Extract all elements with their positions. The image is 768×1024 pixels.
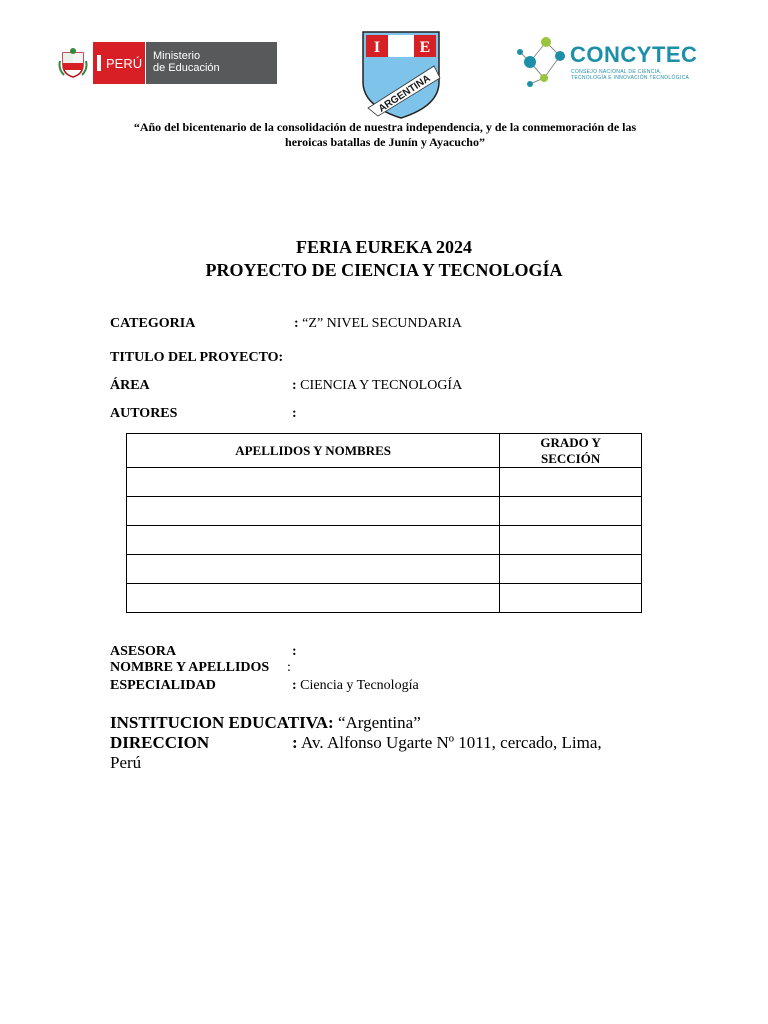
concytec-sub1: CONSEJO NACIONAL DE CIENCIA, <box>571 69 662 75</box>
author-grade-cell[interactable] <box>500 497 642 526</box>
categoria-colon: : <box>294 316 299 331</box>
concytec-subtitle <box>571 69 689 81</box>
area-colon: : <box>292 378 297 393</box>
author-name-cell[interactable] <box>127 555 500 584</box>
table-header-row <box>127 434 642 468</box>
direccion-colon: : <box>292 733 298 752</box>
crest-banner-text: ARGENTINA <box>376 73 433 115</box>
table-row <box>127 584 642 613</box>
school-crest-logo <box>360 30 442 120</box>
autores-colon-wrap <box>292 405 297 423</box>
flag-stripe-icon <box>97 55 101 71</box>
direccion-row <box>110 733 650 753</box>
author-name-cell[interactable] <box>127 468 500 497</box>
especialidad-colon: : <box>292 678 297 693</box>
concytec-logo <box>516 34 716 90</box>
col2-line1: GRADO Y <box>540 434 601 450</box>
especialidad-label: ESPECIALIDAD <box>110 678 216 693</box>
categoria-value-wrap <box>294 315 462 333</box>
asesora-colon: : <box>292 644 297 659</box>
area-label: ÁREA <box>110 378 150 393</box>
especialidad-value-wrap <box>292 677 419 695</box>
table-row <box>127 468 642 497</box>
autores-label: AUTORES <box>110 406 178 421</box>
author-name-cell[interactable] <box>127 526 500 555</box>
area-value-wrap <box>292 377 462 395</box>
author-grade-cell[interactable] <box>500 584 642 613</box>
institucion-label: INSTITUCION EDUCATIVA: <box>110 713 334 732</box>
asesora-label: ASESORA <box>110 644 177 659</box>
concytec-sub2: TECNOLOGÍA E INNOVACIÓN TECNOLÓGICA <box>571 75 690 81</box>
minedu-logo <box>53 42 277 84</box>
categoria-value: “Z” NIVEL SECUNDARIA <box>302 316 462 331</box>
direccion-value: Av. Alfonso Ugarte Nº 1011, cercado, Lima, <box>300 733 602 752</box>
molecule-network-icon <box>516 34 570 90</box>
minedu-country: PERÚ <box>106 55 143 71</box>
document-title <box>100 236 668 282</box>
crest-letter-e: E <box>419 39 431 56</box>
authors-table <box>126 433 642 613</box>
motto-line2: heroicas batallas de Junín y Ayacucho” <box>285 135 485 149</box>
institucion-row <box>110 713 421 733</box>
concytec-name: CONCYTEC <box>570 42 698 67</box>
institucion-value: “Argentina” <box>337 713 421 732</box>
autores-colon: : <box>292 406 297 421</box>
nombre-label: NOMBRE Y APELLIDOS <box>110 660 270 675</box>
area-value: CIENCIA Y TECNOLOGÍA <box>300 378 463 393</box>
nombre-colon: : <box>287 660 291 675</box>
motto-line1: “Año del bicentenario de la consolidación de nuestra independencia, y de la conmemoración de las <box>133 120 637 134</box>
direccion-label: DIRECCION <box>110 733 210 752</box>
table-row <box>127 526 642 555</box>
minedu-country-block <box>93 42 145 84</box>
minedu-line1: Ministerio <box>153 50 201 62</box>
categoria-label: CATEGORIA <box>110 316 196 331</box>
year-motto <box>90 120 680 150</box>
asesora-colon-wrap <box>292 643 297 661</box>
col-grado-seccion <box>500 434 642 468</box>
direccion-value2: Perú <box>110 753 142 772</box>
author-grade-cell[interactable] <box>500 526 642 555</box>
especialidad-value: Ciencia y Tecnología <box>300 678 419 693</box>
table-row <box>127 555 642 584</box>
author-name-cell[interactable] <box>127 497 500 526</box>
col-apellidos-nombres: APELLIDOS Y NOMBRES <box>127 434 500 468</box>
direccion-row2 <box>110 753 141 773</box>
author-grade-cell[interactable] <box>500 555 642 584</box>
minedu-line2: de Educación <box>153 62 220 74</box>
title-line2: PROYECTO DE CIENCIA Y TECNOLOGÍA <box>205 260 563 280</box>
minedu-name-block <box>145 42 277 84</box>
titulo-label: TITULO DEL PROYECTO: <box>110 350 284 365</box>
crest-letter-i: I <box>373 39 381 56</box>
title-line1: FERIA EUREKA 2024 <box>295 237 473 257</box>
col2-line2: SECCIÓN <box>540 450 601 466</box>
author-name-cell[interactable] <box>127 584 500 613</box>
peru-coat-of-arms-icon <box>53 42 93 84</box>
author-grade-cell[interactable] <box>500 468 642 497</box>
table-row <box>127 497 642 526</box>
